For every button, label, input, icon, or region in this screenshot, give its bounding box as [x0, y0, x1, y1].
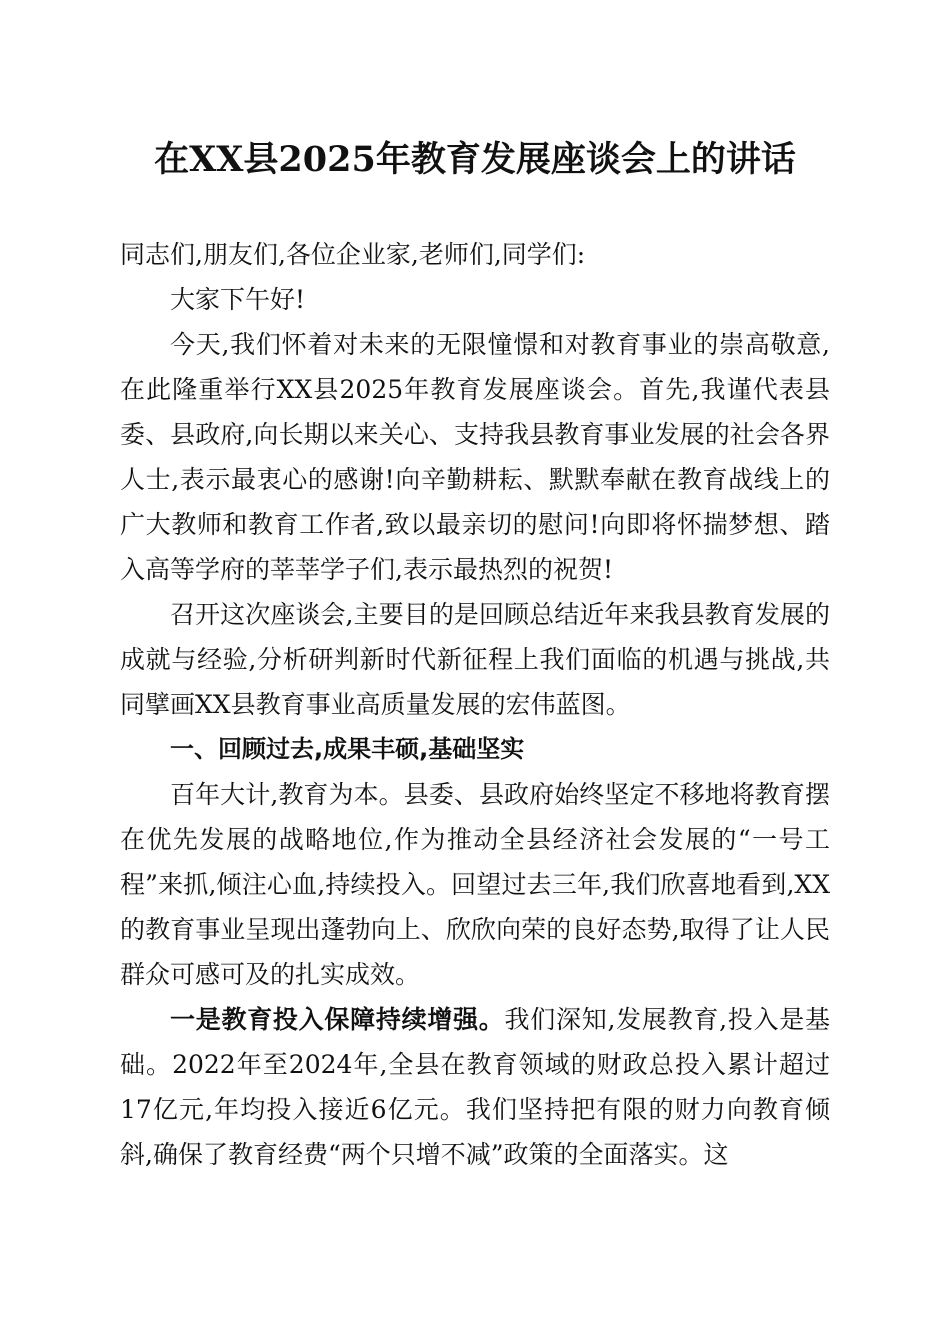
paragraph-review: 百年大计,教育为本。县委、县政府始终坚定不移地将教育摆在优先发展的战略地位,作为推动全县经济社会发展的“一号工程”来抓,倾注心血,持续投入。回望过去三年,我们欣喜地看到,XX的教育事业呈现出蓬勃向上、欣欣向荣的良好态势,取得了让人民群众可感可及的扎实成效。 — [120, 780, 830, 989]
document-body — [120, 232, 830, 1177]
salutation: 同志们,朋友们,各位企业家,老师们,同学们: — [120, 240, 586, 269]
greeting: 大家下午好! — [170, 285, 306, 314]
paragraph-investment-body: 我们深知,发展教育,投入是基础。2022年至2024年,全县在教育领域的财政总投入累计超过17亿元,年均投入接近6亿元。我们坚持把有限的财力向教育倾斜,确保了教育经费“两个只增不减”政策的全面落实。这 — [120, 1005, 830, 1169]
paragraph-investment-lead: 一是教育投入保障持续增强。 — [170, 1005, 505, 1034]
paragraph-opening: 今天,我们怀着对未来的无限憧憬和对教育事业的崇高敬意,在此隆重举行XX县2025年教育发展座谈会。首先,我谨代表县委、县政府,向长期以来关心、支持我县教育事业发展的社会各界人士,表示最衷心的感谢!向辛勤耕耘、默默奉献在教育战线上的广大教师和教育工作者,致以最亲切的慰问!向即将怀揣梦想、踏入高等学府的莘莘学子们,表示最热烈的祝贺! — [120, 330, 830, 584]
document-title: 在XX县2025年教育发展座谈会上的讲话 — [154, 139, 796, 180]
paragraph-purpose: 召开这次座谈会,主要目的是回顾总结近年来我县教育发展的成就与经验,分析研判新时代新征程上我们面临的机遇与挑战,共同擘画XX县教育事业高质量发展的宏伟蓝图。 — [120, 600, 830, 719]
section-heading-1: 一、回顾过去,成果丰硕,基础坚实 — [170, 735, 525, 763]
paragraph-investment — [120, 997, 830, 1177]
